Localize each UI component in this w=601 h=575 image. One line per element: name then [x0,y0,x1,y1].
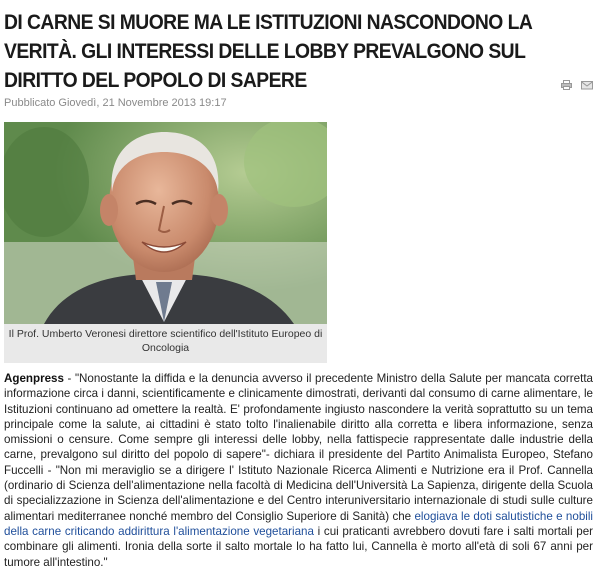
article-body-part-1: - "Nonostante la diffida e la denuncia avverso il precedente Ministro della Salute per mancata corretta informazione circa i danni, scientificamente e clinicamente dimostrati, derivanti dal consumo di carne alimentare, le Istituzioni continuano ad omettere la realtà. E' profondamente ingiusto nascondere la verità soprattutto su un tema principale come la salute, ai cittadini è stato tolto l'inalienabile diritto alla corretta e libera informazione, senza omissioni o censure. Come sempre gli interessi delle lobby, nella fattispecie rappresentate dalle industrie della carne, prevalgono sul diritto del popolo di sapere"- dichiara il presidente del Partito Animalista Europeo, Stefano Fuccelli - "Non mi meraviglio se a dirigere l' Istituto Nazionale Ricerca Alimenti e Nutrizione era il Prof. Cannella (ordinario di Scienza dell'alimentazione nella facoltà di Medicina dell'Università La Sapienza, dirigente della Scuola di specializzazione in Scienza dell'alimentazione e del Centro interuniversitario internazionale di studi sulle culture alimentari mediterranee nonché membro del Consiglio Superiore di Sanità) che [4,372,593,523]
image-caption: Il Prof. Umberto Veronesi direttore scientifico dell'Istituto Europeo di Oncologia [8,328,323,354]
article-source: Agenpress [4,372,64,385]
article-body-part-2: i cui praticanti avrebbero dovuti fare i salti mortali per combinare gli alimenti. Ironia della sorte il salto mortale lo ha fatto lui, Cannella è morto all'età di soli 67 anni per tumore all'intestino." [4,524,593,569]
print-icon[interactable] [561,80,572,90]
publish-date: Pubblicato Giovedì, 21 Novembre 2013 19:17 [4,97,227,109]
article-title: DI CARNE SI MUORE MA LE ISTITUZIONI NASCONDONO LA VERITÀ. GLI INTERESSI DELLE LOBBY PREVALGONO SUL DIRITTO DEL POPOLO DI SAPERE [4,11,532,92]
article-photo [4,122,327,324]
email-icon[interactable] [581,80,592,90]
article-figure [4,122,327,363]
article-tools [561,80,592,90]
portrait-image [4,122,327,324]
article-inline-link[interactable]: elogiava le doti salutistiche e nobili della carne criticando addirittura l'alimentazione vegetariana [4,509,593,538]
article-body [4,371,593,570]
